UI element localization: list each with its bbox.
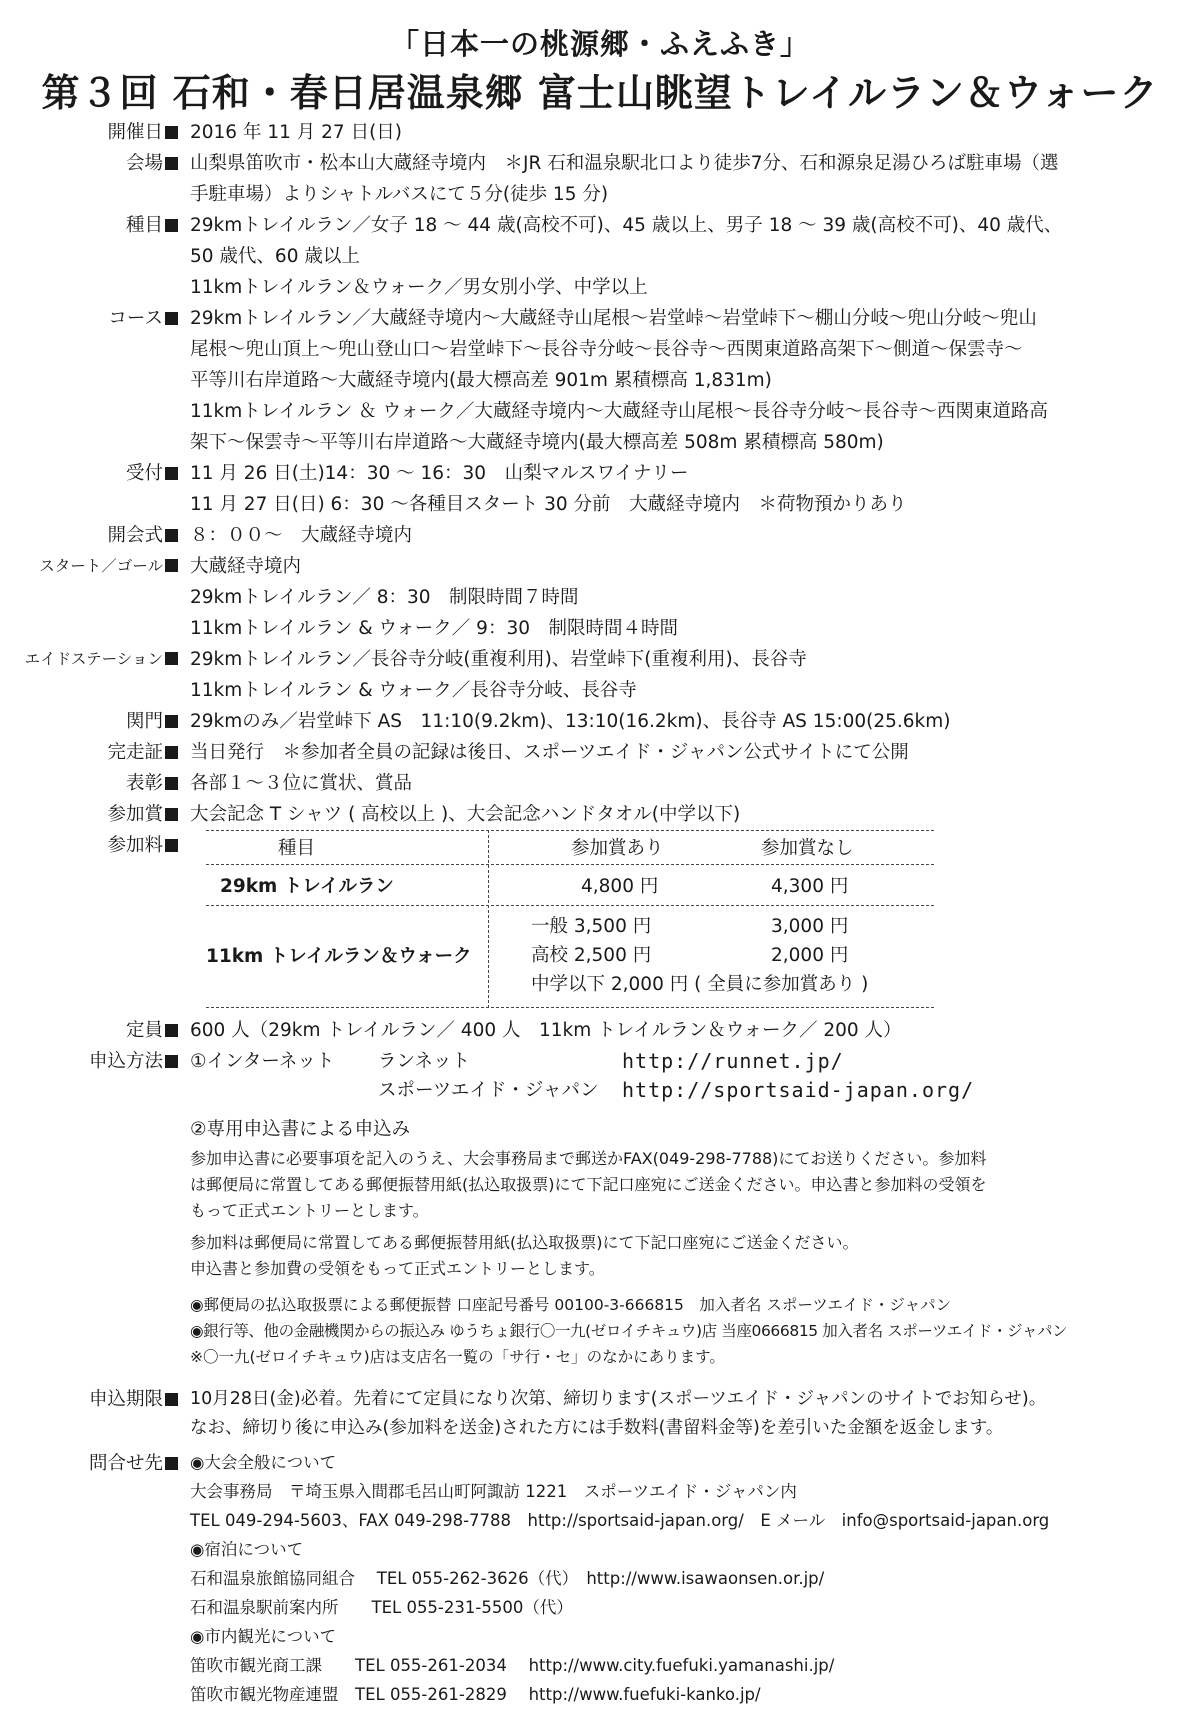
- label-fee: 参加料: [0, 830, 178, 861]
- table-column-divider: [488, 830, 489, 1008]
- apply-mail-text2: 申込書と参加費の受領をもって正式エントリーとします。: [190, 1259, 605, 1278]
- certificate-text: 当日発行 ＊参加者全員の記録は後日、スポーツエイド・ジャパン公式サイトにて公開: [190, 742, 909, 763]
- apply-mail-label: ②専用申込書による申込み: [190, 1119, 411, 1140]
- square-bullet-icon: [165, 126, 178, 139]
- reception-line: 11 月 26 日(土)14：30 ～ 16：30 山梨マルスワイナリー: [190, 463, 689, 484]
- venue-line: 手駐車場）よりシャトルバスにて５分(徒歩 15 分): [190, 184, 609, 205]
- contact-line: TEL 049-294-5603、FAX 049-298-7788 http://sportsaid-japan.org/ E メール info@sportsaid-japan.org: [190, 1511, 1050, 1530]
- contact-line: 石和温泉駅前案内所 TEL 055-231-5500（代）: [190, 1598, 573, 1617]
- label-capacity: 定員: [0, 1015, 178, 1046]
- label-start-goal: スタート／ゴール: [0, 551, 178, 582]
- label-aid-station: エイドステーション: [0, 644, 178, 675]
- fee-row-11km-junior-note: 中学以下 2,000 円 ( 全員に参加賞あり ): [531, 974, 869, 995]
- contact-line: 笛吹市観光物産連盟 TEL 055-261-2829 http://www.fuefuki-kanko.jp/: [190, 1685, 761, 1704]
- fee-row-11km-general-with: 一般 3,500 円: [531, 916, 652, 937]
- label-cutoff: 関門: [0, 706, 178, 737]
- fee-row-29km-with: 4,800 円: [581, 876, 659, 897]
- apply-mail-text2: 参加料は郵便局に常置してある郵便振替用紙(払込取扱票)にて下記口座宛にご送金ください。: [190, 1233, 859, 1252]
- square-bullet-icon: [165, 808, 178, 821]
- square-bullet-icon: [165, 715, 178, 728]
- label-prize: 参加賞: [0, 799, 178, 830]
- table-divider: [206, 1007, 934, 1008]
- aid-line: 11kmトレイルラン & ウォーク／長谷寺分岐、長谷寺: [190, 680, 637, 701]
- fee-row-11km-general-without: 3,000 円: [771, 916, 849, 937]
- award-text: 各部１～３位に賞状、賞品: [190, 773, 413, 794]
- square-bullet-icon: [165, 746, 178, 759]
- square-bullet-icon: [165, 312, 178, 325]
- contact-line: ◉宿泊について: [190, 1540, 304, 1559]
- reception-line: 11 月 27 日(日) 6：30 ～各種目スタート 30 分前 大蔵経寺境内 ＊荷物預かりあり: [190, 494, 907, 515]
- event-subtitle: 「日本一の桃源郷・ふえふき」: [389, 27, 810, 61]
- start-goal-line: 29kmトレイルラン／ 8：30 制限時間７時間: [190, 587, 579, 608]
- fee-row-29km-without: 4,300 円: [771, 876, 849, 897]
- fee-header-with-prize: 参加賞あり: [571, 838, 664, 859]
- square-bullet-icon: [165, 219, 178, 232]
- square-bullet-icon: [165, 777, 178, 790]
- fee-header-without-prize: 参加賞なし: [761, 838, 854, 859]
- label-opening: 開会式: [0, 520, 178, 551]
- fee-row-11km-name: 11km トレイルラン＆ウォーク: [206, 946, 472, 967]
- sportsaid-url[interactable]: http://sportsaid-japan.org/: [622, 1078, 975, 1102]
- deadline-line: なお、締切り後に申込み(参加料を送金)された方には手数料(書留料金等)を差引いた金額を返金します。: [190, 1418, 1004, 1438]
- square-bullet-icon: [165, 1457, 178, 1470]
- apply-internet-label: ①インターネット: [190, 1051, 335, 1072]
- fee-row-11km-highschool-without: 2,000 円: [771, 945, 849, 966]
- label-deadline: 申込期限: [0, 1384, 178, 1415]
- course-line: 尾根～兜山頂上～兜山登山口～岩堂峠下～長谷寺分岐～長谷寺～西関東道路高架下～側道～保雲寺～: [190, 339, 1023, 360]
- contact-line: ◉大会全般について: [190, 1453, 337, 1472]
- contact-line: 笛吹市観光商工課 TEL 055-261-2034 http://www.city.fuefuki.yamanashi.jp/: [190, 1656, 835, 1675]
- contact-line: ◉市内観光について: [190, 1627, 337, 1646]
- category-line: 50 歳代、60 歳以上: [190, 246, 360, 267]
- label-venue: 会場: [0, 148, 178, 179]
- course-line: 11kmトレイルラン ＆ ウォーク／大蔵経寺境内～大蔵経寺山尾根～長谷寺分岐～長谷寺～西関東道路高: [190, 401, 1048, 422]
- square-bullet-icon: [165, 1024, 178, 1037]
- square-bullet-icon: [165, 467, 178, 480]
- capacity-text: 600 人（29km トレイルラン／ 400 人 11km トレイルラン＆ウォーク／ 200 人）: [190, 1020, 902, 1041]
- fee-header-category: 種目: [278, 838, 316, 859]
- course-line: 架下～保雲寺～平等川右岸道路～大蔵経寺境内(最大標高差 508m 累積標高 580m): [190, 432, 884, 453]
- square-bullet-icon: [165, 157, 178, 170]
- fee-row-29km-name: 29km トレイルラン: [220, 876, 394, 897]
- apply-mail-text: もって正式エントリーとします。: [190, 1201, 429, 1220]
- cutoff-text: 29kmのみ／岩堂峠下 AS 11:10(9.2km)、13:10(16.2km)、長谷寺 AS 15:00(25.6km): [190, 711, 951, 732]
- bank-info-other: ◉銀行等、他の金融機関からの振込み ゆうちょ銀行〇一九(ゼロイチキュウ)店 当座0666815 加入者名 スポーツエイド・ジャパン: [190, 1322, 1068, 1340]
- bank-info-postal: ◉郵便局の払込取扱票による郵便振替 口座記号番号 00100-3-666815 加入者名 スポーツエイド・ジャパン: [190, 1296, 952, 1314]
- label-reception: 受付: [0, 458, 178, 489]
- label-category: 種目: [0, 210, 178, 241]
- runnet-name: ランネット: [378, 1051, 470, 1072]
- contact-line: 石和温泉旅館協同組合 TEL 055-262-3626（代） http://www.isawaonsen.or.jp/: [190, 1569, 825, 1588]
- square-bullet-icon: [165, 529, 178, 542]
- sportsaid-name: スポーツエイド・ジャパン: [378, 1080, 599, 1101]
- table-divider: [206, 830, 934, 831]
- date-text: 2016 年 11 月 27 日(日): [190, 122, 403, 143]
- start-goal-line: 大蔵経寺境内: [190, 556, 302, 577]
- square-bullet-icon: [165, 559, 178, 572]
- aid-line: 29kmトレイルラン／長谷寺分岐(重複利用)、岩堂峠下(重複利用)、長谷寺: [190, 649, 807, 670]
- deadline-line: 10月28日(金)必着。先着にて定員になり次第、締切ります(スポーツエイド・ジャパンのサイトでお知らせ)。: [190, 1389, 1047, 1409]
- bank-info-note: ※〇一九(ゼロイチキュウ)店は支店名一覧の「サ行・セ」のなかにあります。: [190, 1348, 725, 1366]
- opening-text: ８：００～ 大蔵経寺境内: [190, 525, 413, 546]
- label-course: コース: [0, 303, 178, 334]
- label-apply-method: 申込方法: [0, 1046, 178, 1077]
- square-bullet-icon: [165, 839, 178, 852]
- category-line: 29kmトレイルラン／女子 18 ～ 44 歳(高校不可)、45 歳以上、男子 18 ～ 39 歳(高校不可)、40 歳代、: [190, 215, 1063, 236]
- label-certificate: 完走証: [0, 737, 178, 768]
- course-line: 29kmトレイルラン／大蔵経寺境内～大蔵経寺山尾根～岩堂峠～岩堂峠下～棚山分岐～兜山分岐～兜山: [190, 308, 1037, 329]
- square-bullet-icon: [165, 652, 178, 665]
- label-contact: 問合せ先: [0, 1448, 178, 1479]
- event-title: 第３回 石和・春日居温泉郷 富士山眺望トレイルラン＆ウォーク: [41, 71, 1159, 115]
- start-goal-line: 11kmトレイルラン & ウォーク／ 9：30 制限時間４時間: [190, 618, 678, 639]
- fee-table: [206, 830, 934, 1008]
- prize-text: 大会記念 T シャツ ( 高校以上 )、大会記念ハンドタオル(中学以下): [190, 804, 741, 825]
- square-bullet-icon: [165, 1393, 178, 1406]
- label-date: 開催日: [0, 117, 178, 148]
- label-award: 表彰: [0, 768, 178, 799]
- venue-line: 山梨県笛吹市・松本山大蔵経寺境内 ＊JR 石和温泉駅北口より徒歩7分、石和源泉足湯ひろば駐車場（選: [190, 153, 1059, 174]
- apply-mail-text: 参加申込書に必要事項を記入のうえ、大会事務局まで郵送かFAX(049-298-7788)にてお送りください。参加料: [190, 1149, 987, 1168]
- course-line: 平等川右岸道路～大蔵経寺境内(最大標高差 901m 累積標高 1,831m): [190, 370, 772, 391]
- table-divider: [206, 905, 934, 906]
- apply-mail-text: は郵便局に常置してある郵便振替用紙(払込取扱票)にて下記口座宛にご送金ください。申込書と参加料の受領を: [190, 1175, 987, 1194]
- table-divider: [206, 864, 934, 865]
- square-bullet-icon: [165, 1055, 178, 1068]
- category-line: 11kmトレイルラン＆ウォーク／男女別小学、中学以上: [190, 277, 648, 298]
- runnet-url[interactable]: http://runnet.jp/: [622, 1049, 844, 1073]
- contact-line: 大会事務局 〒埼玉県入間郡毛呂山町阿諏訪 1221 スポーツエイド・ジャパン内: [190, 1482, 797, 1501]
- fee-row-11km-highschool-with: 高校 2,500 円: [531, 945, 652, 966]
